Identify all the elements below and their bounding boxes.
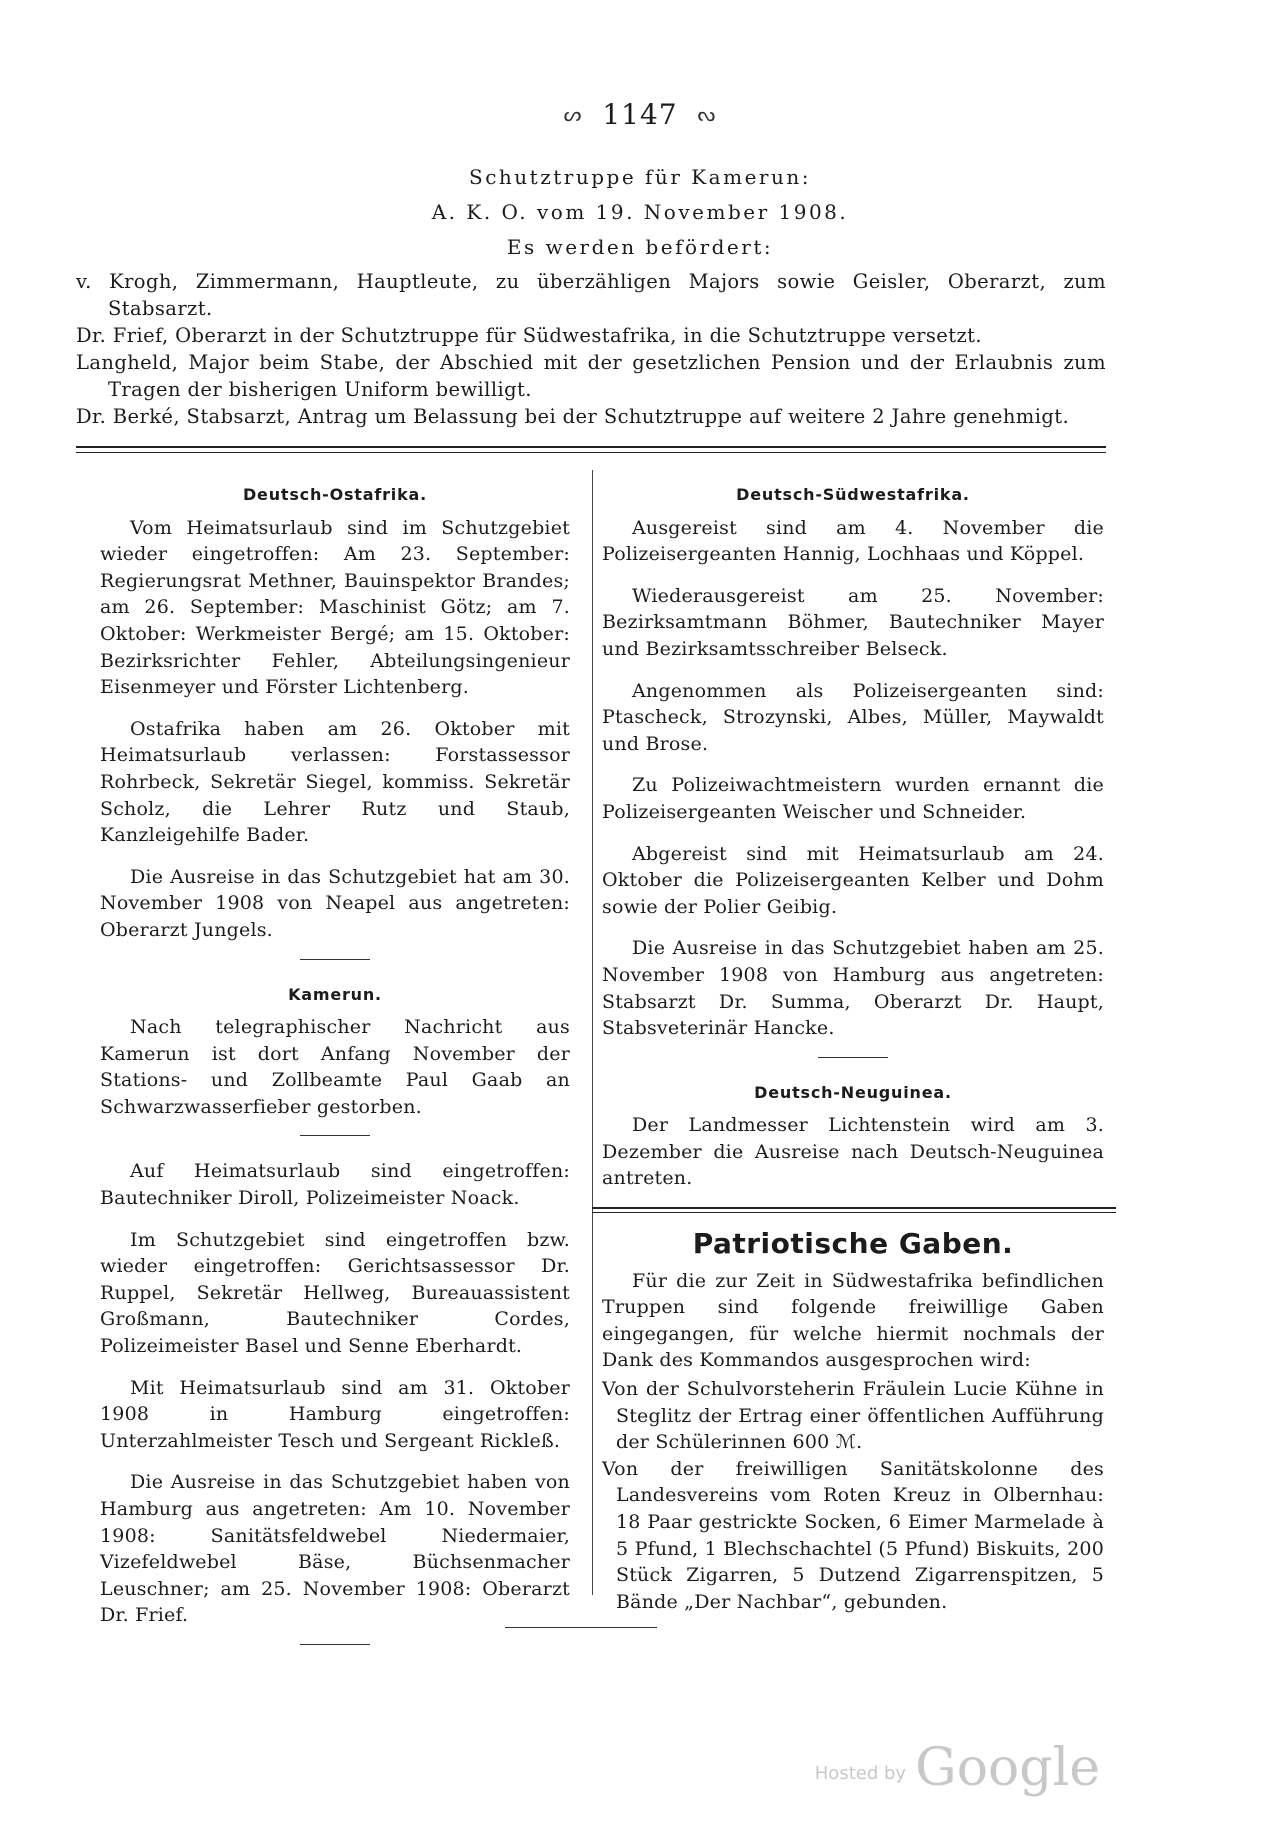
suedwest-paragraph: Angenommen als Polizeisergeanten sind: Ptascheck, Strozynski, Albes, Müller, Maywaldt und Brose. (602, 679, 1104, 755)
gaben-heading: Patriotische Gaben. (692, 1227, 1014, 1261)
hosted-by-google-watermark (815, 1738, 1100, 1798)
kamerun-paragraph: Mit Heimatsurlaub sind am 31. Oktober 1908 in Hamburg eingetroffen: Unterzahlmeister Tesch und Sergeant Rickleß. (100, 1376, 570, 1452)
announcement-item: Langheld, Major beim Stabe, der Abschied mit der gesetzlichen Pension und der Erlaubnis zum Tragen der bisherigen Uniform bewilligt. (76, 351, 1106, 401)
page-number (0, 98, 1280, 131)
short-divider (300, 959, 370, 960)
gaben-item: Von der Schulvorsteherin Fräulein Lucie Kühne in Steglitz der Ertrag einer öffentlichen Aufführung der Schülerinnen 600 ℳ. (602, 1378, 1104, 1454)
suedwest-paragraph: Zu Polizeiwachtmeistern wurden ernannt die Polizeisergeanten Weischer und Schneider. (602, 774, 1104, 823)
kamerun-heading: Kamerun. (288, 984, 382, 1004)
gaben-item: Von der freiwilligen Sanitätskolonne des Landesvereins vom Roten Kreuz in Olbernhau: 18 Paar gestrickte Socken, 6 Eimer Marmelade à 5 Pfund, 1 Blechschachtel (5 Pfund) Biskuits, 200 Stück Zigarren, 5 Dutzend Zigarrenspitzen, 5 Bände „Der Nachbar“, gebunden. (602, 1457, 1104, 1613)
suedwest-heading: Deutsch-Südwestafrika. (736, 485, 970, 504)
kamerun-paragraph: Nach telegraphischer Nachricht aus Kamerun ist dort Anfang November der Stations- und Zollbeamte Paul Gaab an Schwarzwasserfieber gestorben. (100, 1016, 570, 1118)
short-divider (300, 1135, 370, 1136)
kamerun-paragraph: Im Schutzgebiet sind eingetroffen bzw. wieder eingetroffen: Gerichtsassessor Dr. Ruppel, Sekretär Hellweg, Bureauassistent Großmann, Bautechniker Cordes, Polizeimeister Basel und Senne Eberhardt. (100, 1228, 570, 1358)
ostafrika-heading: Deutsch-Ostafrika. (242, 485, 428, 504)
kamerun-paragraph: Auf Heimatsurlaub sind eingetroffen: Bautechniker Diroll, Polizeimeister Noack. (100, 1160, 570, 1210)
ornament-right-icon: ᔓ (697, 102, 717, 126)
suedwest-paragraph: Ausgereist sind am 4. November die Polizeisergeanten Hannig, Lochhaas und Köppel. (602, 516, 1104, 566)
page-number-text: 1147 (602, 98, 678, 131)
ostafrika-paragraph: Die Ausreise in das Schutzgebiet hat am 30. November 1908 von Neapel aus angetreten: Oberarzt Jungels. (100, 865, 570, 941)
short-divider (300, 1644, 370, 1645)
section-divider (592, 1207, 1116, 1213)
neuguinea-heading: Deutsch-Neuguinea. (754, 1082, 952, 1102)
section-title: Schutztruppe für Kamerun: (469, 165, 811, 189)
ornament-left-icon: ᔕ (563, 102, 583, 126)
section-divider (76, 446, 1106, 453)
neuguinea-paragraph: Der Landmesser Lichtenstein wird am 3. Dezember die Ausreise nach Deutsch-Neuguinea antreten. (602, 1114, 1104, 1190)
suedwest-paragraph: Wiederausgereist am 25. November: Bezirksamtmann Böhmer, Bautechniker Mayer und Bezirksamtsschreiber Belseck. (602, 584, 1104, 660)
short-divider (818, 1057, 888, 1058)
right-column (602, 482, 1104, 1615)
ostafrika-paragraph: Ostafrika haben am 26. Oktober mit Heimatsurlaub verlassen: Forstassessor Rohrbeck, Sekretär Siegel, kommiss. Sekretär Scholz, die Lehrer Rutz und Staub, Kanzleigehilfe Bader. (100, 717, 570, 847)
promotion-heading: Es werden befördert: (506, 235, 774, 259)
left-column (100, 482, 570, 1667)
end-rule (505, 1627, 657, 1628)
google-logo: Google (915, 1738, 1100, 1798)
announcement-item: Dr. Berké, Stabsarzt, Antrag um Belassung bei der Schutztruppe auf weitere 2 Jahre genehmigt. (76, 405, 1070, 428)
announcement-item: Dr. Frief, Oberarzt in der Schutztruppe für Südwestafrika, in die Schutztruppe versetzt. (76, 324, 982, 347)
announcement-item: v. Krogh, Zimmermann, Hauptleute, zu überzähligen Majors sowie Geisler, Oberarzt, zum Stabsarzt. (76, 270, 1106, 320)
column-divider (592, 470, 593, 1595)
suedwest-paragraph: Abgereist sind mit Heimatsurlaub am 24. Oktober die Polizeisergeanten Kelber und Dohm sowie der Polier Geibig. (602, 842, 1104, 918)
hosted-by-text: Hosted by (814, 1763, 907, 1784)
ostafrika-paragraph: Vom Heimatsurlaub sind im Schutzgebiet wieder eingetroffen: Am 23. September: Regierungsrat Methner, Bauinspektor Brandes; am 26. September: Maschinist Götz; am 7. Oktober: Werkmeister Bergé; am 15. Oktober: Bezirksrichter Fehler, Abteilungsingenieur Eisenmeyer und Förster Lichtenberg. (100, 516, 570, 699)
section-subtitle: A. K. O. vom 19. November 1908. (431, 200, 849, 224)
gaben-intro: Für die zur Zeit in Südwestafrika befindlichen Truppen sind folgende freiwillige Gaben eingegangen, für welche hiermit nochmals der Dank des Kommandos ausgesprochen wird: (602, 1269, 1104, 1372)
top-announcements (76, 268, 1106, 430)
suedwest-paragraph: Die Ausreise in das Schutzgebiet haben am 25. November 1908 von Hamburg aus angetreten: Stabsarzt Dr. Summa, Oberarzt Dr. Haupt, Stabsveterinär Hancke. (602, 937, 1104, 1040)
kamerun-paragraph: Die Ausreise in das Schutzgebiet haben von Hamburg aus angetreten: Am 10. November 1908: Sanitätsfeldwebel Niedermaier, Vizefeldwebel Bäse, Büchsenmacher Leuschner; am 25. November 1908: Oberarzt Dr. Frief. (100, 1471, 570, 1627)
